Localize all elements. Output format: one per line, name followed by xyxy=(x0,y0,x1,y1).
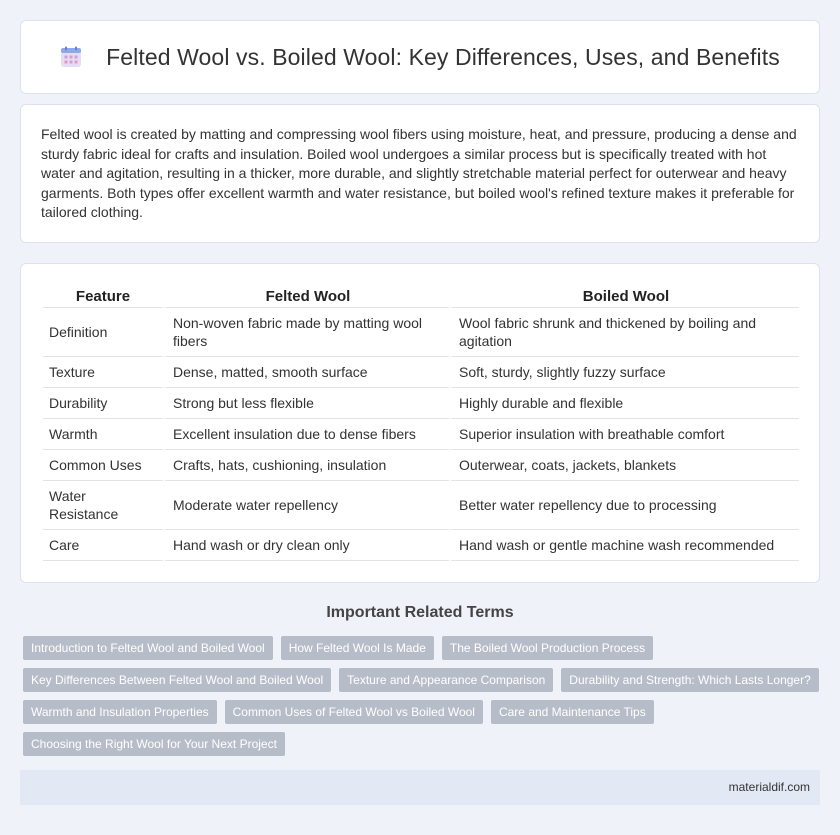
feature-cell: Definition xyxy=(43,308,163,357)
felted-cell: Dense, matted, smooth surface xyxy=(163,357,449,388)
boiled-cell: Better water repellency due to processing xyxy=(449,481,799,530)
related-terms-tags xyxy=(23,636,823,764)
page-title: Felted Wool vs. Boiled Wool: Key Differences, Uses, and Benefits xyxy=(106,43,780,70)
related-term-tag[interactable]: Common Uses of Felted Wool vs Boiled Wool xyxy=(225,700,483,724)
boiled-cell: Hand wash or gentle machine wash recommended xyxy=(449,530,799,561)
feature-cell: Care xyxy=(43,530,163,561)
related-term-tag[interactable]: Choosing the Right Wool for Your Next Project xyxy=(23,732,285,756)
header-feature: Feature xyxy=(43,282,163,308)
related-term-tag[interactable]: Care and Maintenance Tips xyxy=(491,700,654,724)
feature-cell: Durability xyxy=(43,388,163,419)
feature-cell: Common Uses xyxy=(43,450,163,481)
table-row xyxy=(43,357,799,388)
related-term-tag[interactable]: Texture and Appearance Comparison xyxy=(339,668,553,692)
tag-row xyxy=(23,700,823,724)
boiled-cell: Highly durable and flexible xyxy=(449,388,799,419)
table-header-row xyxy=(43,282,799,308)
tag-row xyxy=(23,732,823,756)
related-terms-title: Important Related Terms xyxy=(326,604,514,621)
table-row xyxy=(43,450,799,481)
related-term-tag[interactable]: How Felted Wool Is Made xyxy=(281,636,434,660)
table-row xyxy=(43,388,799,419)
footer-site-link[interactable]: materialdif.com xyxy=(728,780,810,794)
related-term-tag[interactable]: Warmth and Insulation Properties xyxy=(23,700,217,724)
felted-cell: Non-woven fabric made by matting wool fibers xyxy=(163,308,449,357)
intro-text: Felted wool is created by matting and compressing wool fibers using moisture, heat, and pressure, producing a dense and sturdy fabric ideal for crafts and insulation. Boiled wool undergoes a similar process but is specifically treated with hot water and agitation, resulting in a thicker, more durable, and slightly stretchable material perfect for outerwear and heavy garments. Both types offer excellent warmth and water resistance, but boiled wool's refined texture makes it preferable for tailored clothing. xyxy=(41,126,797,221)
calendar-grid-icon xyxy=(60,46,82,68)
boiled-cell: Outerwear, coats, jackets, blankets xyxy=(449,450,799,481)
tag-row xyxy=(23,636,823,660)
related-term-tag[interactable]: The Boiled Wool Production Process xyxy=(442,636,653,660)
feature-cell: Water Resistance xyxy=(43,481,163,530)
table-row xyxy=(43,530,799,561)
felted-cell: Excellent insulation due to dense fibers xyxy=(163,419,449,450)
table-row xyxy=(43,419,799,450)
footer xyxy=(20,770,820,805)
comparison-table xyxy=(43,282,799,561)
table-row xyxy=(43,308,799,357)
header-boiled-wool: Boiled Wool xyxy=(449,282,799,308)
felted-cell: Strong but less flexible xyxy=(163,388,449,419)
comparison-card xyxy=(20,263,820,583)
felted-cell: Moderate water repellency xyxy=(163,481,449,530)
related-term-tag[interactable]: Durability and Strength: Which Lasts Longer? xyxy=(561,668,818,692)
related-term-tag[interactable]: Key Differences Between Felted Wool and Boiled Wool xyxy=(23,668,331,692)
intro-card xyxy=(20,104,820,243)
header xyxy=(60,44,780,71)
boiled-cell: Soft, sturdy, slightly fuzzy surface xyxy=(449,357,799,388)
felted-cell: Crafts, hats, cushioning, insulation xyxy=(163,450,449,481)
header-felted-wool: Felted Wool xyxy=(163,282,449,308)
boiled-cell: Superior insulation with breathable comfort xyxy=(449,419,799,450)
header-card xyxy=(20,20,820,94)
table-row xyxy=(43,481,799,530)
feature-cell: Texture xyxy=(43,357,163,388)
feature-cell: Warmth xyxy=(43,419,163,450)
felted-cell: Hand wash or dry clean only xyxy=(163,530,449,561)
tag-row xyxy=(23,668,823,692)
boiled-cell: Wool fabric shrunk and thickened by boiling and agitation xyxy=(449,308,799,357)
related-term-tag[interactable]: Introduction to Felted Wool and Boiled Wool xyxy=(23,636,273,660)
